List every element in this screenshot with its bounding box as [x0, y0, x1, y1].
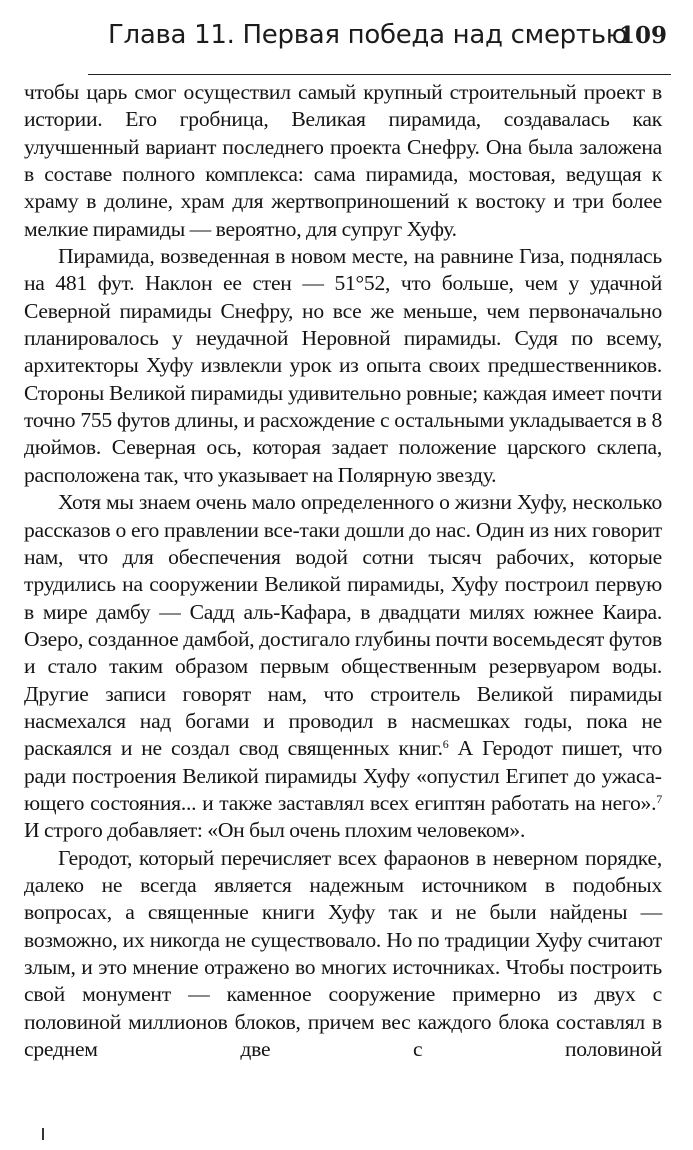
- paragraph-3-text-b: А Геродот пишет, что ради построения Великой пирамиды Хуфу «опустил Египет до ужасающего состояния... и также заставлял всех египтян работать на него».: [24, 736, 662, 815]
- paragraph-4: Геродот, который перечисляет всех фараонов в неверном порядке, далеко не всегда является надежным источником в подобных вопросах, а священные книги Хуфу так и не были найдены — возможно, их никогда не существовало. Но по традиции Хуфу считают злым, и это мнение отражено во многих источниках. Чтобы построить свой монумент — каменное сооружение примерно из двух с половиной миллионов блоков, причем вес каждого блока составлял в среднем две с половиной: [24, 845, 662, 1062]
- paragraph-2: Пирамида, возведенная в новом месте, на равнине Гиза, поднялась на 481 фут. Наклон ее стен — 51°52, что больше, чем у удачной Северной пирамиды Снефру, но все же меньше, чем первоначально планировалось у неудачной Неровной пирамиды. Судя по всему, архитекторы Хуфу извлекли урок из опыта своих предшественников. Стороны Великой пирамиды удивительно ровные; каждая имеет почти точно 755 футов длины, и расхождение с остальными укладывается в 8 дюймов. Северная ось, которая задает положение царского склепа, расположена так, что указывает на Полярную звезду.: [24, 244, 662, 487]
- running-header: [88, 14, 671, 64]
- bottom-margin-mark: [42, 1128, 44, 1140]
- footnote-ref-7: 7: [656, 791, 662, 806]
- header-rule: [88, 74, 671, 75]
- chapter-title: Глава 11. Первая победа над смертью: [108, 20, 628, 50]
- page-number: 109: [618, 22, 667, 49]
- body-text: [24, 79, 662, 1063]
- paragraph-3-text-c: И строго добавляет: «Он был очень плохим человеком».: [24, 818, 526, 843]
- paragraph-3: [24, 489, 662, 844]
- footnote-ref-6: 6: [442, 737, 449, 752]
- paragraph-1: чтобы царь смог осуществил самый крупный строительный проект в истории. Его гробница, Великая пирамида, создавалась как улучшенный вариант последнего проекта Снефру. Она была заложена в составе полного комплекса: сама пирамида, мостовая, ведущая к храму в долине, храм для жертвоприношений к востоку и три более мелкие пирамиды — вероятно, для супруг Хуфу.: [24, 80, 662, 241]
- paragraph-3-text-a: Хотя мы знаем очень мало определенного о жизни Хуфу, несколько рассказов о его правлении все-таки дошли до нас. Один из них говорит нам, что для обеспечения водой сотни тысяч рабочих, которые трудились на сооружении Великой пирамиды, Хуфу построил первую в мире дамбу — Садд аль-Кафара, в двадцати милях южнее Каира. Озеро, созданное дамбой, достигало глубины почти восемьдесят футов и стало таким образом первым общественным резервуаром воды. Другие записи говорят нам, что строитель Великой пирамиды насмехался над богами и проводил в насмешках годы, пока не раскаялся и не создал свод священных книг.: [24, 490, 662, 761]
